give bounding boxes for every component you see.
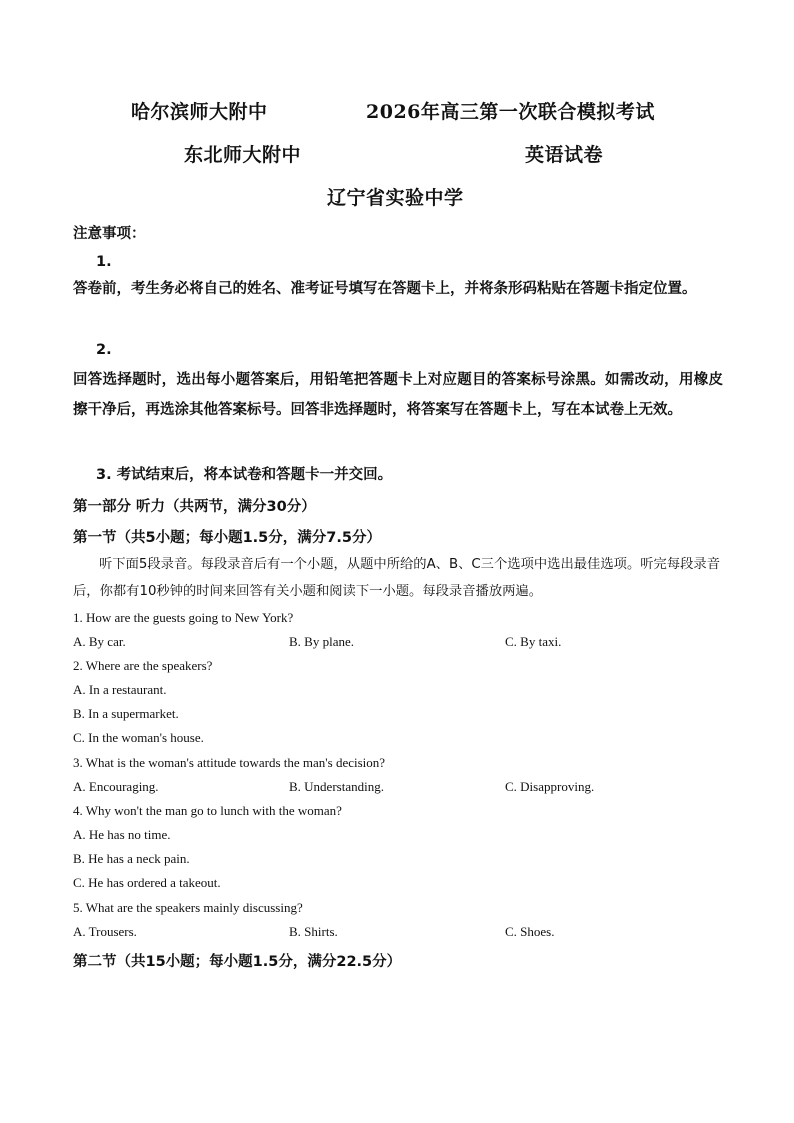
note-2-text: 回答选择题时，选出每小题答案后，用铅笔把答题卡上对应题目的答案标号涂黑。如需改动，用橡皮擦干净后，再选涂其他答案标号。回答非选择题时，将答案写在答题卡上，写在本试卷上无效。 (73, 372, 723, 418)
subject-title: 英语试卷 (525, 144, 604, 166)
q5-option-a: A. Trousers. (73, 924, 137, 939)
q1-option-b: B. By plane. (289, 634, 354, 649)
part1-title: 第一部分 听力（共两节，满分30分） (73, 499, 316, 515)
exam-title: 2026年高三第一次联合模拟考试 (366, 101, 655, 123)
question-5: 5. What are the speakers mainly discussing? (73, 900, 303, 915)
notes-heading: 注意事项： (73, 226, 146, 242)
q3-option-b: B. Understanding. (289, 779, 384, 794)
q3-option-a: A. Encouraging. (73, 779, 159, 794)
q4-option-c: C. He has ordered a takeout. (73, 875, 221, 890)
section1-title: 第一节（共5小题；每小题1.5分，满分7.5分） (73, 530, 381, 546)
school-name-1: 哈尔滨师大附中 (131, 101, 268, 123)
q2-option-c: C. In the woman's house. (73, 730, 204, 745)
question-4: 4. Why won't the man go to lunch with the woman? (73, 803, 342, 818)
school-name-3: 辽宁省实验中学 (327, 187, 464, 209)
question-3: 3. What is the woman's attitude towards the man's decision? (73, 755, 386, 770)
note-1-number: 1. (96, 254, 112, 270)
q1-option-a: A. By car. (73, 634, 126, 649)
q1-option-c: C. By taxi. (505, 634, 562, 649)
question-1: 1. How are the guests going to New York? (73, 610, 294, 625)
q2-option-b: B. In a supermarket. (73, 706, 179, 721)
q4-option-b: B. He has a neck pain. (73, 851, 190, 866)
note-2-number: 2. (96, 342, 112, 358)
section2-title: 第二节（共15小题；每小题1.5分，满分22.5分） (73, 954, 402, 970)
section1-instructions: 听下面5段录音。每段录音后有一个小题，从题中所给的A、B、C三个选项中选出最佳选项。听完每段录音后，你都有10秒钟的时间来回答有关小题和阅读下一小题。每段录音播放两遍。 (73, 557, 721, 599)
q4-option-a: A. He has no time. (73, 827, 171, 842)
note-1-text: 答卷前，考生务必将自己的姓名、准考证号填写在答题卡上，并将条形码粘贴在答题卡指定位置。 (73, 281, 697, 297)
note-3-text: 3. 考试结束后，将本试卷和答题卡一并交回。 (96, 467, 393, 483)
q2-option-a: A. In a restaurant. (73, 682, 167, 697)
question-2: 2. Where are the speakers? (73, 658, 213, 673)
q5-option-c: C. Shoes. (505, 924, 555, 939)
q5-option-b: B. Shirts. (289, 924, 338, 939)
school-name-2: 东北师大附中 (184, 144, 302, 166)
q3-option-c: C. Disapproving. (505, 779, 595, 794)
